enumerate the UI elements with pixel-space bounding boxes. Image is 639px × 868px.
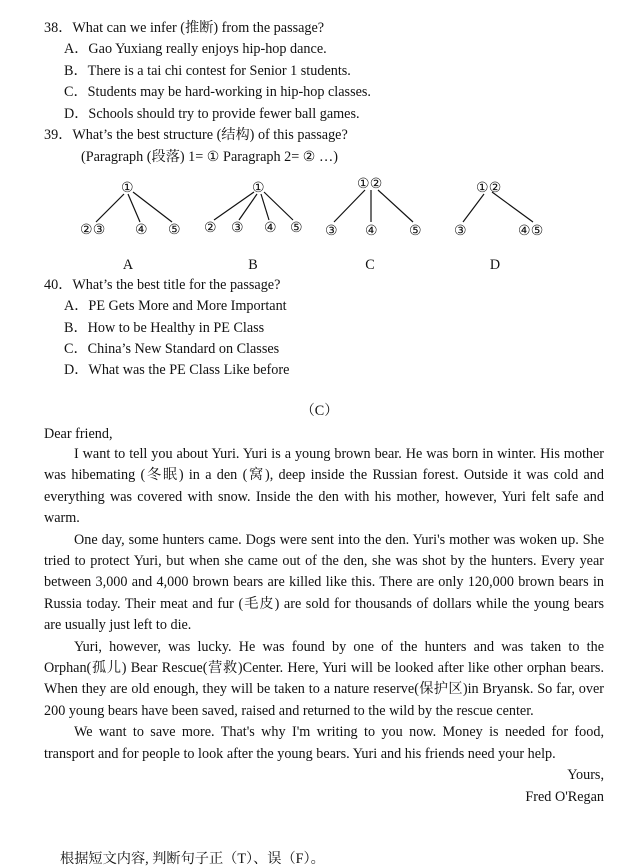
structure-diagrams-svg	[0, 172, 639, 252]
diagram-c-child: ⑤	[409, 223, 422, 239]
diagram-c-label: C	[365, 257, 375, 273]
q40-option-c: C．China’s New Standard on Classes	[64, 341, 280, 357]
letter-paragraph-4: We want to save more. That's why I'm writing to you now. Money is needed for food, transport and for people to look after the young bears. Yuri and his friends need your help.	[44, 724, 604, 762]
diagram-b-label: B	[248, 257, 258, 273]
diagram-c-top: ①②	[357, 176, 383, 192]
section-heading: （C）	[300, 403, 339, 419]
diagram-d-child: ③	[454, 223, 467, 239]
diagram-a-child: ②③	[80, 222, 106, 238]
diagram-d-label: D	[489, 257, 501, 273]
diagram-a-label: A	[122, 257, 134, 273]
q38-option-a: A．Gao Yuxiang really enjoys hip-hop dance.	[64, 41, 327, 57]
q40-option-d: D．What was the PE Class Like before	[64, 362, 290, 378]
diagram-a-child: ⑤	[168, 222, 181, 238]
letter-closing: Yours,	[567, 767, 604, 783]
diagram-a-top: ①	[121, 180, 134, 196]
q39-hint: (Paragraph (段落) 1= ① Paragraph 2= ② …)	[81, 149, 338, 165]
diagram-c-branch	[378, 190, 413, 222]
q39-stem: 39．What’s the best structure (结构) of this passage?	[44, 127, 348, 143]
diagram-b-child: ②	[204, 220, 217, 236]
q38-option-d: D．Schools should try to provide fewer ball games.	[64, 106, 360, 122]
q38-option-b: B．There is a tai chi contest for Senior 1 students.	[64, 63, 351, 79]
diagram-d-child: ④⑤	[518, 223, 544, 239]
diagram-d-branch	[463, 194, 484, 222]
q38-option-c: C．Students may be hard-working in hip-hop classes.	[64, 84, 371, 100]
letter-body	[44, 444, 604, 765]
q40-stem: 40．What’s the best title for the passage?	[44, 277, 281, 293]
structure-diagrams	[0, 172, 639, 272]
diagram-b-child: ③	[231, 220, 244, 236]
diagram-b-branch	[264, 192, 293, 220]
diagram-a-child: ④	[135, 222, 148, 238]
diagram-b-top: ①	[252, 180, 265, 196]
diagram-c-branch	[334, 190, 365, 222]
q38-stem: 38．What can we infer (推断) from the passage?	[44, 20, 325, 36]
diagram-c-child: ④	[365, 223, 378, 239]
instruction: 根据短文内容, 判断句子正（T）、误（F）。	[60, 851, 325, 867]
q40-option-a: A．PE Gets More and More Important	[64, 298, 287, 314]
diagram-b-branch	[239, 194, 257, 220]
letter-signature: Fred O'Regan	[525, 789, 604, 805]
diagram-a-branch	[133, 192, 172, 222]
diagram-d-top: ①②	[476, 180, 502, 196]
q40-option-b: B．How to be Healthy in PE Class	[64, 320, 265, 336]
letter-paragraph-3: Yuri, however, was lucky. He was found by one of the hunters and was taken to the Orphan(孤儿) Bear Rescue(营救)Center. Here, Yuri will be looked after like other orphan bears. When they are old enough, they will be taken to a nature reserve(保护区)in Bryansk. So far, over 200 young bears have been saved, raised and returned to the wild by the rescue center.	[44, 638, 604, 719]
diagram-b-branch	[261, 194, 269, 220]
diagram-a-branch	[96, 194, 124, 222]
salutation: Dear friend,	[44, 426, 113, 442]
letter-paragraph-1: I want to tell you about Yuri. Yuri is a young brown bear. He was born in winter. His mother was hibemating (冬眠) in a den (窝), deep inside the Russian forest. Outside it was cold and everything was covered with snow. Inside the den with his mother, however, Yuri felt safe and warm.	[44, 446, 604, 527]
diagram-b-child: ⑤	[290, 220, 303, 236]
letter-paragraph-2: One day, some hunters came. Dogs were sent into the den. Yuri's mother was woken up. She tried to protect Yuri, but when she came out of the den, she was shot by the hunters. Every year between 3,000 and 4,000 brown bears are killed like this. There are only 120,000 brown bears in Russia today. Their meat and fur (毛皮) are sold for thousands of dollars while the young bears are usually just left to die.	[44, 531, 604, 634]
diagram-c-child: ③	[325, 223, 338, 239]
diagram-a-branch	[128, 194, 140, 222]
diagram-b-child: ④	[264, 220, 277, 236]
